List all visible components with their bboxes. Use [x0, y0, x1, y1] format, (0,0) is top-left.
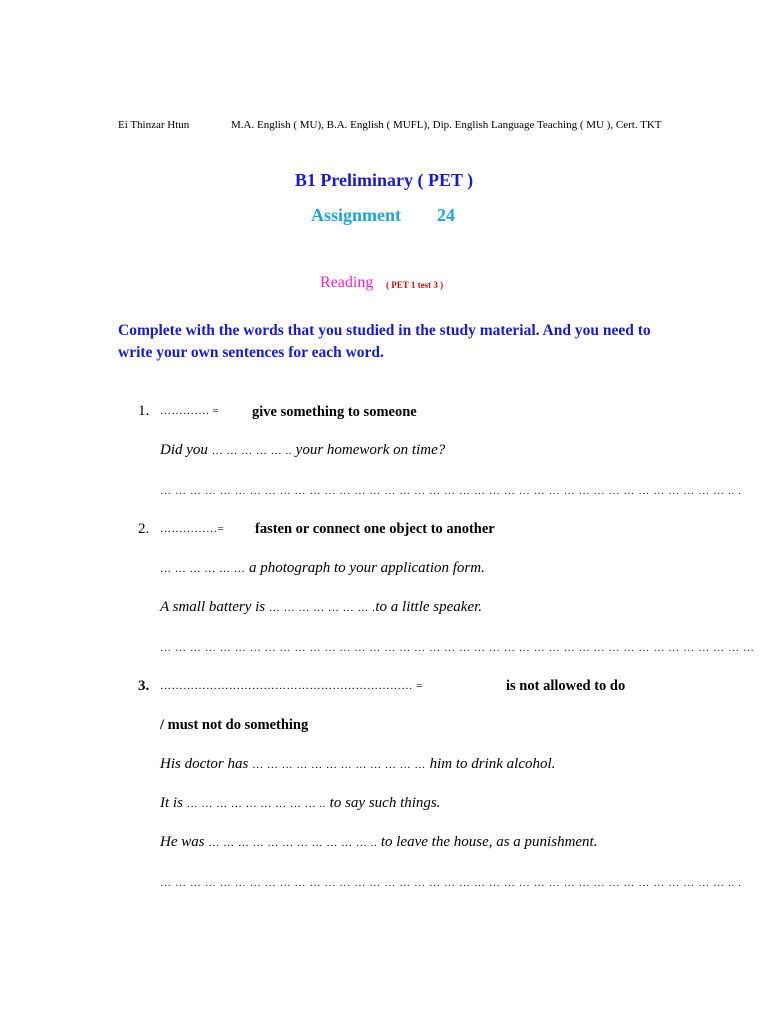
author-credentials: M.A. English ( MU), B.A. English ( MUFL), Dip. English Language Teaching ( MU ), Cert. TKT: [231, 119, 662, 131]
assignment-label: Assignment: [311, 205, 402, 225]
example-sentence: [160, 834, 597, 851]
item-definition: fasten or connect one object to another: [255, 521, 495, 537]
sentence-after: to leave the house, as a punishment.: [377, 834, 598, 850]
item-blank: ………………………………………………………… =: [160, 680, 423, 692]
sentence-after: a photograph to your application form.: [245, 560, 485, 576]
sentence-after: to a little speaker.: [375, 599, 483, 615]
instructions: Complete with the words that you studied in the study material. And you need to write your own sentences for each word.: [118, 322, 651, 361]
answer-line: … … … … … … … … … … … … … … … … … … … … … … … … … … … … … … … … … … … … … … … …: [160, 642, 755, 654]
item-blank: ……………=: [160, 523, 225, 535]
page-title: B1 Preliminary ( PET ): [294, 170, 474, 190]
sentence-gap: … … … … … … … … … … … …: [252, 759, 426, 771]
sentence-gap: … … … … … … … … … … … ..: [208, 837, 378, 849]
sentence-after: to say such things.: [325, 795, 441, 811]
item-definition: give something to someone: [252, 404, 417, 420]
sentence-gap: … … … … … ..: [211, 445, 292, 457]
author-name: Ei Thinzar Htun: [118, 119, 190, 131]
item-blank: …………. =: [160, 405, 220, 417]
example-sentence: [160, 795, 441, 812]
item-definition: is not allowed to do: [506, 678, 626, 694]
section-note: ( PET 1 test 3 ): [386, 280, 444, 290]
example-sentence: [160, 560, 485, 577]
item-number: 2.: [138, 521, 150, 537]
answer-line: … … … … … … … … … … … … … … … … … … … … … … … … … … … … … … … … … … … … … … .. .: [160, 485, 742, 497]
sentence-after: your homework on time?: [291, 442, 446, 458]
sentence-before: A small battery is: [160, 599, 269, 615]
sentence-gap: … … … … … … … … … ..: [186, 798, 326, 810]
sentence-before: He was: [160, 834, 209, 850]
item-number: 3.: [138, 678, 150, 694]
section-label: Reading: [320, 274, 374, 291]
sentence-before: His doctor has: [160, 756, 253, 772]
answer-line: … … … … … … … … … … … … … … … … … … … … … … … … … … … … … … … … … … … … … … .. .: [160, 877, 742, 889]
sentence-before: Did you: [160, 442, 212, 458]
sentence-after: him to drink alcohol.: [425, 756, 556, 772]
example-sentence: [160, 756, 555, 773]
sentence-before: It is: [160, 795, 187, 811]
example-sentence: [160, 599, 482, 616]
sentence-gap: … … … … … … … .: [268, 602, 376, 614]
sentence-gap: … … … … … …: [160, 563, 246, 575]
example-sentence: [160, 442, 445, 459]
item-number: 1.: [138, 403, 150, 419]
assignment-number: 24: [437, 205, 455, 225]
item-definition-cont: / must not do something: [160, 717, 309, 733]
